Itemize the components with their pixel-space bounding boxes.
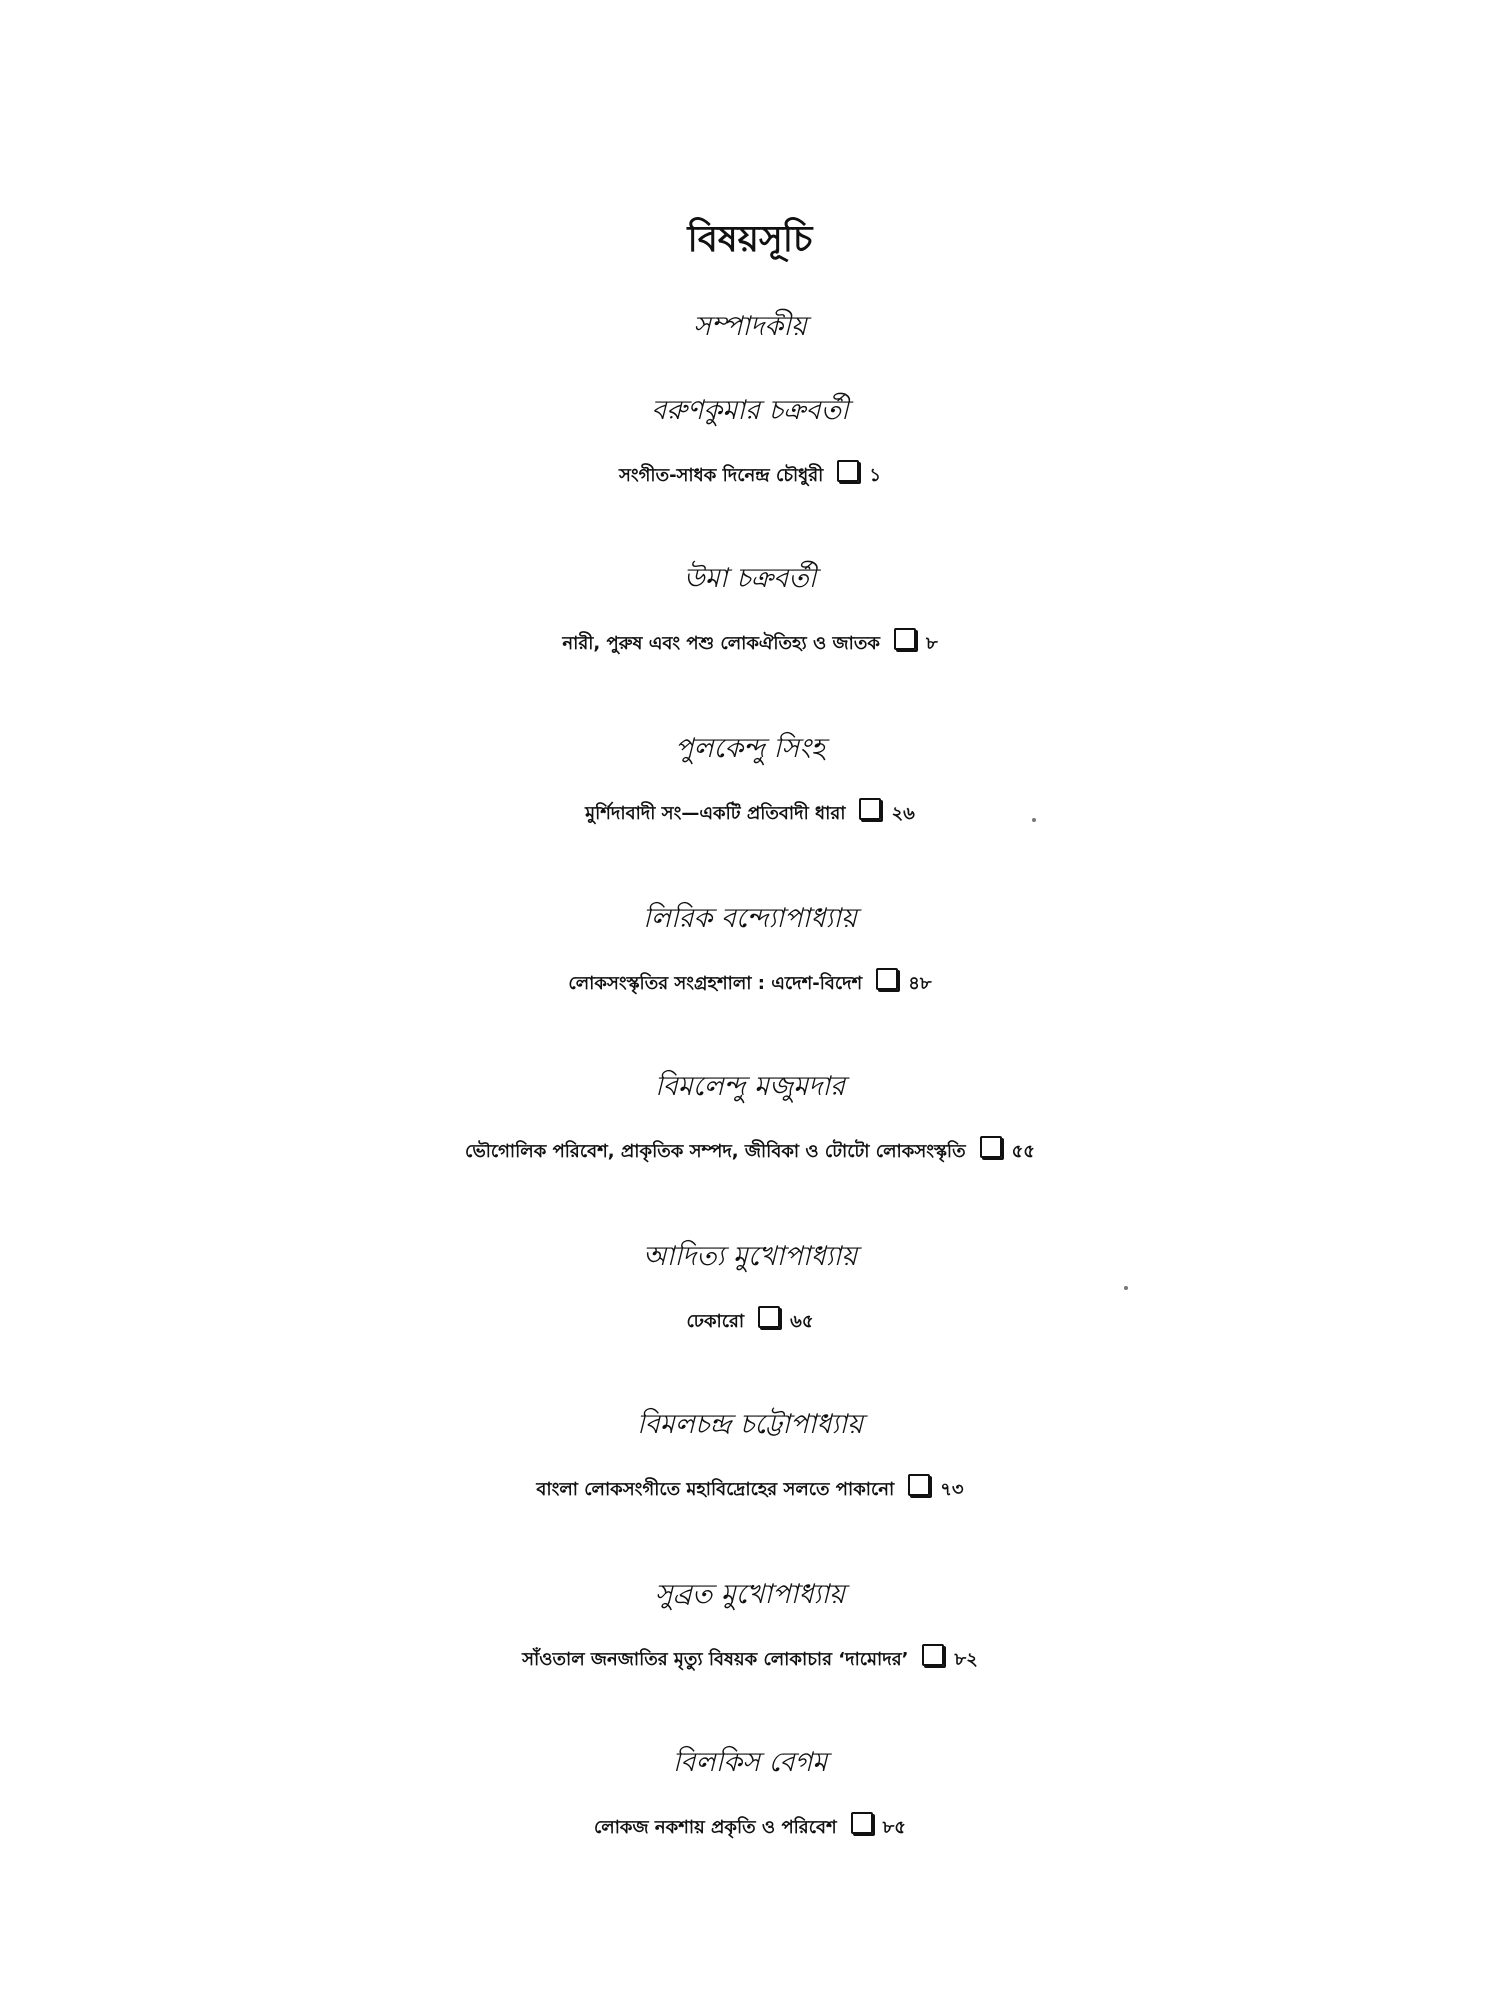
- toc-entry: [0, 392, 1500, 496]
- entry-page-number: ৮২: [954, 1649, 978, 1670]
- toc-entry: [0, 1744, 1500, 1848]
- entry-author: বিমলচন্দ্র চট্টোপাধ্যায়: [637, 1409, 863, 1440]
- entry-title: ভৌগোলিক পরিবেশ, প্রাকৃতিক সম্পদ, জীবিকা ও টোটো লোকসংস্কৃতি: [465, 1141, 966, 1162]
- toc-entry: [0, 1406, 1500, 1510]
- entry-page-number: ২৬: [891, 803, 915, 824]
- entry-title-line: [0, 456, 1500, 496]
- entry-title: ঢেকারো: [686, 1311, 745, 1332]
- entry-page-number: ৪৮: [908, 973, 932, 994]
- entry-author: পুলকেন্দু সিংহ: [675, 733, 825, 764]
- toc-entry: [0, 1576, 1500, 1680]
- square-bullet-icon: [894, 628, 916, 650]
- entry-author: বরুণকুমার চক্রবর্তী: [651, 395, 849, 426]
- entry-title-line: [0, 624, 1500, 664]
- entry-title: সংগীত-সাধক দিনেন্দ্র চৌধুরী: [618, 465, 824, 486]
- entry-author: সুব্রত মুখোপাধ্যায়: [654, 1579, 846, 1610]
- entry-title: নারী, পুরুষ এবং পশু লোকঐতিহ্য ও জাতক: [562, 633, 880, 654]
- toc-entry: [0, 730, 1500, 834]
- entry-title-line: [0, 1640, 1500, 1680]
- entry-title: মুর্শিদাবাদী সং—একটি প্রতিবাদী ধারা: [585, 803, 846, 824]
- entry-page-number: ৮৫: [882, 1817, 906, 1838]
- square-bullet-icon: [980, 1136, 1002, 1158]
- square-bullet-icon: [851, 1812, 873, 1834]
- entry-page-number: ৭৩: [940, 1479, 964, 1500]
- toc-entry: [0, 1068, 1500, 1172]
- square-bullet-icon: [837, 460, 859, 482]
- entry-page-number: ৮: [925, 633, 938, 654]
- entry-title-line: [0, 794, 1500, 834]
- square-bullet-icon: [859, 798, 881, 820]
- entry-title-line: [0, 964, 1500, 1004]
- square-bullet-icon: [922, 1644, 944, 1666]
- page-title: বিষয়সূচি: [687, 219, 813, 260]
- entry-page-number: ৬৫: [790, 1311, 814, 1332]
- entry-author: আদিত্য মুখোপাধ্যায়: [642, 1241, 858, 1272]
- entry-title-line: [0, 1132, 1500, 1172]
- square-bullet-icon: [876, 968, 898, 990]
- entry-title-line: [0, 1470, 1500, 1510]
- print-speck: [1032, 818, 1036, 822]
- square-bullet-icon: [908, 1474, 930, 1496]
- entry-page-number: ৫৫: [1011, 1141, 1035, 1162]
- square-bullet-icon: [758, 1306, 780, 1328]
- entry-title: লোকজ নকশায় প্রকৃতি ও পরিবেশ: [594, 1817, 837, 1838]
- entry-title: লোকসংস্কৃতির সংগ্রহশালা : এদেশ-বিদেশ: [568, 973, 863, 994]
- entry-title: বাংলা লোকসংগীতে মহাবিদ্রোহের সলতে পাকানো: [536, 1479, 895, 1500]
- entry-author: লিরিক বন্দ্যোপাধ্যায়: [643, 903, 857, 934]
- entry-author: উমা চক্রবর্তী: [683, 563, 817, 594]
- toc-entry: [0, 1238, 1500, 1342]
- entry-title-line: [0, 1808, 1500, 1848]
- entry-author: বিলকিস বেগম: [672, 1747, 828, 1778]
- editorial-label: সম্পাদকীয়: [693, 311, 807, 342]
- print-speck: [1124, 1286, 1128, 1290]
- entry-title-line: [0, 1302, 1500, 1342]
- entry-author: বিমলেন্দু মজুমদার: [655, 1071, 845, 1102]
- toc-entry: [0, 900, 1500, 1004]
- entry-page-number: ১: [869, 465, 882, 486]
- entry-title: সাঁওতাল জনজাতির মৃত্যু বিষয়ক লোকাচার ‘দামোদর’: [522, 1649, 909, 1670]
- toc-entry: [0, 560, 1500, 664]
